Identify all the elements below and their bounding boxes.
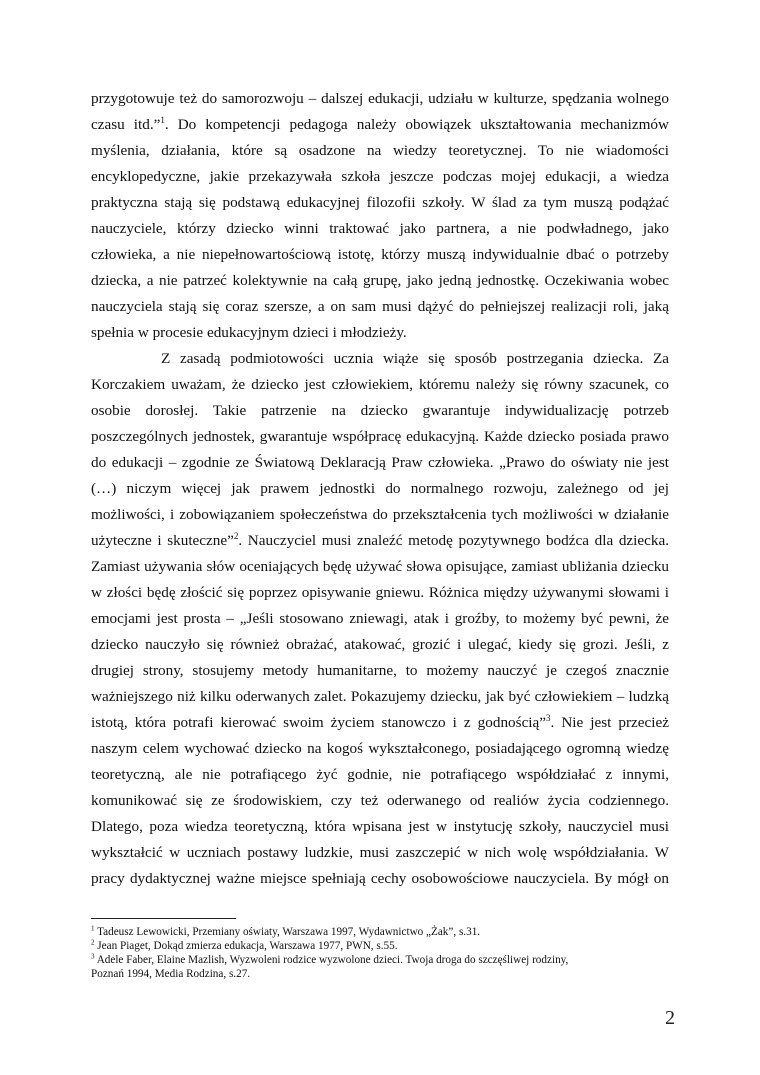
text-line: emocjami jest prosta – „Jeśli stosowano zniewagi, atak i groźby, to możemy być pewni, że bbox=[91, 610, 669, 627]
text-line: wykształcić w uczniach postawy ludzkie, musi zaszczepić w nich wolę współdziałania. W bbox=[91, 844, 669, 861]
text-line bbox=[91, 714, 669, 732]
text-line: w złości będę złościć się poprzez opisywanie gniewu. Różnica między używanymi słowami i bbox=[91, 584, 669, 601]
text-line: drugiej strony, stosujemy metody humanitarne, to możemy nauczyć je czegoś znacznie bbox=[91, 662, 669, 679]
text-fragment: . Nauczyciel musi znaleźć metodę pozytywnego bodźca dla dziecka. bbox=[238, 532, 670, 549]
text-line: (…) niczym więcej jak prawem jednostki do normalnego rozwoju, zależnego od jej bbox=[91, 480, 669, 497]
text-line: człowieka, a nie niepełnowartościową istotę, którzy muszą indywidualnie dbać o potrzeby bbox=[91, 246, 669, 263]
footnote-text: Tadeusz Lewowicki, Przemiany oświaty, Warszawa 1997, Wydawnictwo „Żak”, s.31. bbox=[97, 926, 481, 938]
text-line: dziecka, a nie patrzeć kolektywnie na całą grupę, jako jedną jednostkę. Oczekiwania wobec bbox=[91, 272, 669, 289]
text-line: Dlatego, poza wiedza teoretyczną, która wpisana jest w instytucję szkoły, nauczyciel musi bbox=[91, 818, 669, 835]
text-line: Zamiast używania słów oceniających będę używać słowa opisujące, zamiast ubliżania dziecku bbox=[91, 558, 669, 575]
footnote-number: 2 bbox=[91, 938, 95, 947]
text-fragment: istotą, która potrafi kierować swoim życiem stanowczo i z godnością” bbox=[91, 714, 547, 731]
text-fragment: użyteczne i skuteczne” bbox=[91, 532, 234, 549]
footnote-ref: 2 bbox=[233, 530, 239, 541]
footnote-number: 3 bbox=[91, 952, 95, 961]
text-line: encyklopedyczne, jakie przekazywała szkoła jeszcze podczas mojej edukacji, a wiedza bbox=[91, 168, 669, 185]
text-line bbox=[91, 116, 669, 134]
text-line: naszym celem wychować dziecko na kogoś wykształconego, posiadającego ogromną wiedzę bbox=[91, 740, 669, 757]
text-line: ważniejszego niż kilku oderwanych zalet. Pokazujemy dziecku, jak być człowiekiem – ludzką bbox=[91, 688, 669, 705]
footnote-number: 1 bbox=[91, 924, 95, 933]
text-line: Korczakiem uważam, że dziecko jest człowiekiem, któremu należy się równy szacunek, co bbox=[91, 376, 669, 393]
footnote-continuation: Poznań 1994, Media Rodzina, s.27. bbox=[91, 968, 251, 980]
text-line: dziecko nauczyło się również obrażać, atakować, grozić i ulegać, kiedy się grozi. Jeśli, z bbox=[91, 636, 669, 653]
text-line: myślenia, działania, które są osadzone na wiedzy teoretycznej. To nie wiadomości bbox=[91, 142, 669, 159]
footnote-separator bbox=[91, 918, 236, 919]
text-line: praktyczna stają się podstawą edukacyjnej filozofii szkoły. W ślad za tym muszą podążać bbox=[91, 194, 669, 211]
page-number: 2 bbox=[665, 1007, 675, 1029]
text-line: teoretyczną, ale nie potrafiącego żyć godnie, nie potrafiącego współdziałać z innymi, bbox=[91, 766, 669, 783]
footnote-ref: 3 bbox=[546, 712, 551, 723]
footnote bbox=[91, 953, 669, 967]
footnote-ref: 1 bbox=[160, 114, 165, 125]
footnote-text: Jean Piaget, Dokąd zmierza edukacja, Warszawa 1977, PWN, s.55. bbox=[97, 940, 398, 952]
footnote-text: Adele Faber, Elaine Mazlish, Wyzwoleni rodzice wyzwolone dzieci. Twoja droga do szczęśliwej rodziny, bbox=[96, 954, 569, 966]
footnote bbox=[91, 925, 669, 939]
text-line: osobie dorosłej. Takie patrzenie na dziecko gwarantuje indywidualizację potrzeb bbox=[91, 402, 669, 419]
text-line: przygotowuje też do samorozwoju – dalszej edukacji, udziału w kulturze, spędzania wolnego bbox=[91, 90, 669, 107]
text-line: pracy dydaktycznej ważne miejsce spełniają cechy osobowościowe nauczyciela. By mógł on bbox=[91, 870, 669, 887]
text-line bbox=[91, 532, 669, 550]
text-line: do edukacji – zgodnie ze Światową Deklaracją Praw człowieka. „Prawo do oświaty nie jest bbox=[91, 454, 669, 471]
text-line: nauczyciele, którzy dziecko winni traktować jako partnera, a nie podwładnego, jako bbox=[91, 220, 669, 237]
text-fragment: czasu itd.” bbox=[91, 116, 161, 133]
text-line: poszczególnych jednostek, gwarantuje współpracę edukacyjną. Każde dziecko posiada prawo bbox=[91, 428, 669, 445]
paragraph-first-line: Z zasadą podmiotowości ucznia wiąże się sposób postrzegania dziecka. Za bbox=[161, 350, 669, 367]
text-line: spełnia w procesie edukacyjnym dzieci i młodzieży. bbox=[91, 324, 407, 341]
text-line: możliwości, i zobowiązaniem społeczeństwa do przekształcenia tych możliwości w działanie bbox=[91, 506, 669, 523]
footnote bbox=[91, 939, 669, 953]
text-line: komunikować się ze środowiskiem, czy też oderwanego od realiów życia codziennego. bbox=[91, 792, 669, 809]
text-fragment: . Do kompetencji pedagoga należy obowiązek ukształtowania mechanizmów bbox=[164, 116, 669, 133]
text-fragment: . Nie jest przecież bbox=[550, 714, 669, 731]
text-line: nauczyciela stają się coraz szersze, a on sam musi dążyć do pełniejszej realizacji roli, jaką bbox=[91, 298, 669, 315]
